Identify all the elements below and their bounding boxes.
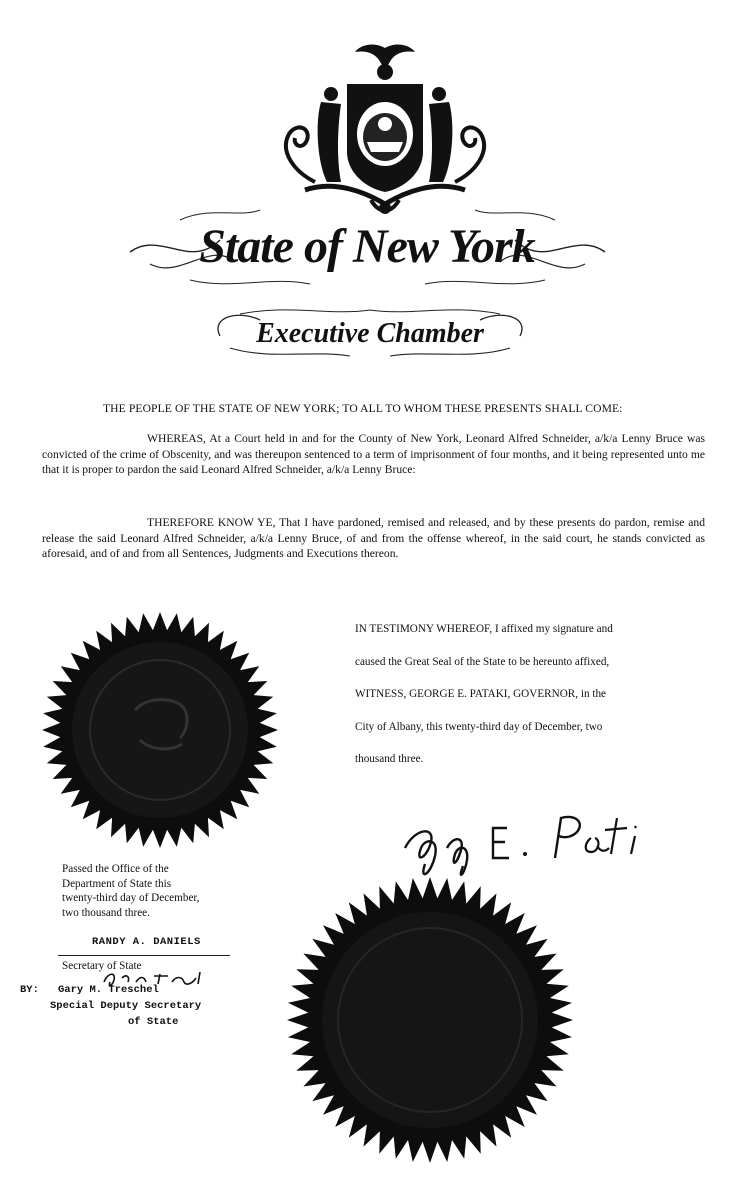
passed-line: Department of State this	[62, 877, 172, 890]
secretary-title: Secretary of State	[62, 960, 142, 972]
testimony-line: City of Albany, this twenty-third day of December, two	[355, 720, 603, 733]
passed-line: two thousand three.	[62, 906, 150, 919]
state-title-banner	[120, 200, 615, 292]
executive-chamber-banner	[200, 296, 540, 366]
state-title: State of New York	[199, 220, 535, 273]
deputy-title-continued: of State	[128, 1016, 179, 1028]
signature-line	[58, 955, 230, 956]
testimony-line: IN TESTIMONY WHEREOF, I affixed my signature and	[355, 623, 613, 635]
whereas-paragraph	[42, 431, 705, 478]
whereas-text: WHEREAS, At a Court held in and for the County of New York, Leonard Alfred Schneider, a/k/a Lenny Bruce was convicted of the crime of Obscenity, and was thereupon sentenced to a term of imprisonment of four months, and it being represented unto me that it is proper to pardon the said Leonard Alfred Schneider, a/k/a Lenny Bruce:	[42, 432, 705, 476]
deputy-title: Special Deputy Secretary	[50, 1000, 202, 1012]
testimony-block	[355, 613, 685, 776]
by-label: BY:	[20, 984, 39, 996]
testimony-line: thousand three.	[355, 753, 424, 765]
therefore-paragraph	[42, 515, 705, 562]
passed-line: Passed the Office of the	[62, 863, 169, 875]
embossed-seal-icon	[40, 610, 280, 850]
testimony-line: caused the Great Seal of the State to be hereunto affixed,	[355, 655, 610, 668]
state-coat-of-arms-icon	[275, 42, 495, 220]
great-seal-icon	[285, 875, 575, 1165]
therefore-text: THEREFORE KNOW YE, That I have pardoned, remised and released, and by these presents do pardon, remise and release the said Leonard Alfred Schneider, a/k/a Lenny Bruce, of and from the offense whereof, in the said court, he stands convicted as aforesaid, and of and from all Sentences, Judgments and Executions thereon.	[42, 516, 705, 560]
executive-chamber-title: Executive Chamber	[256, 318, 484, 349]
proclamation-salutation: THE PEOPLE OF THE STATE OF NEW YORK; TO ALL TO WHOM THESE PRESENTS SHALL COME:	[103, 402, 623, 415]
deputy-name: Gary M. Treschel	[58, 984, 159, 996]
testimony-line: WITNESS, GEORGE E. PATAKI, GOVERNOR, in the	[355, 688, 607, 700]
passed-line: twenty-third day of December,	[62, 892, 200, 904]
secretary-name: RANDY A. DANIELS	[92, 936, 201, 948]
department-passed-note	[62, 862, 262, 920]
